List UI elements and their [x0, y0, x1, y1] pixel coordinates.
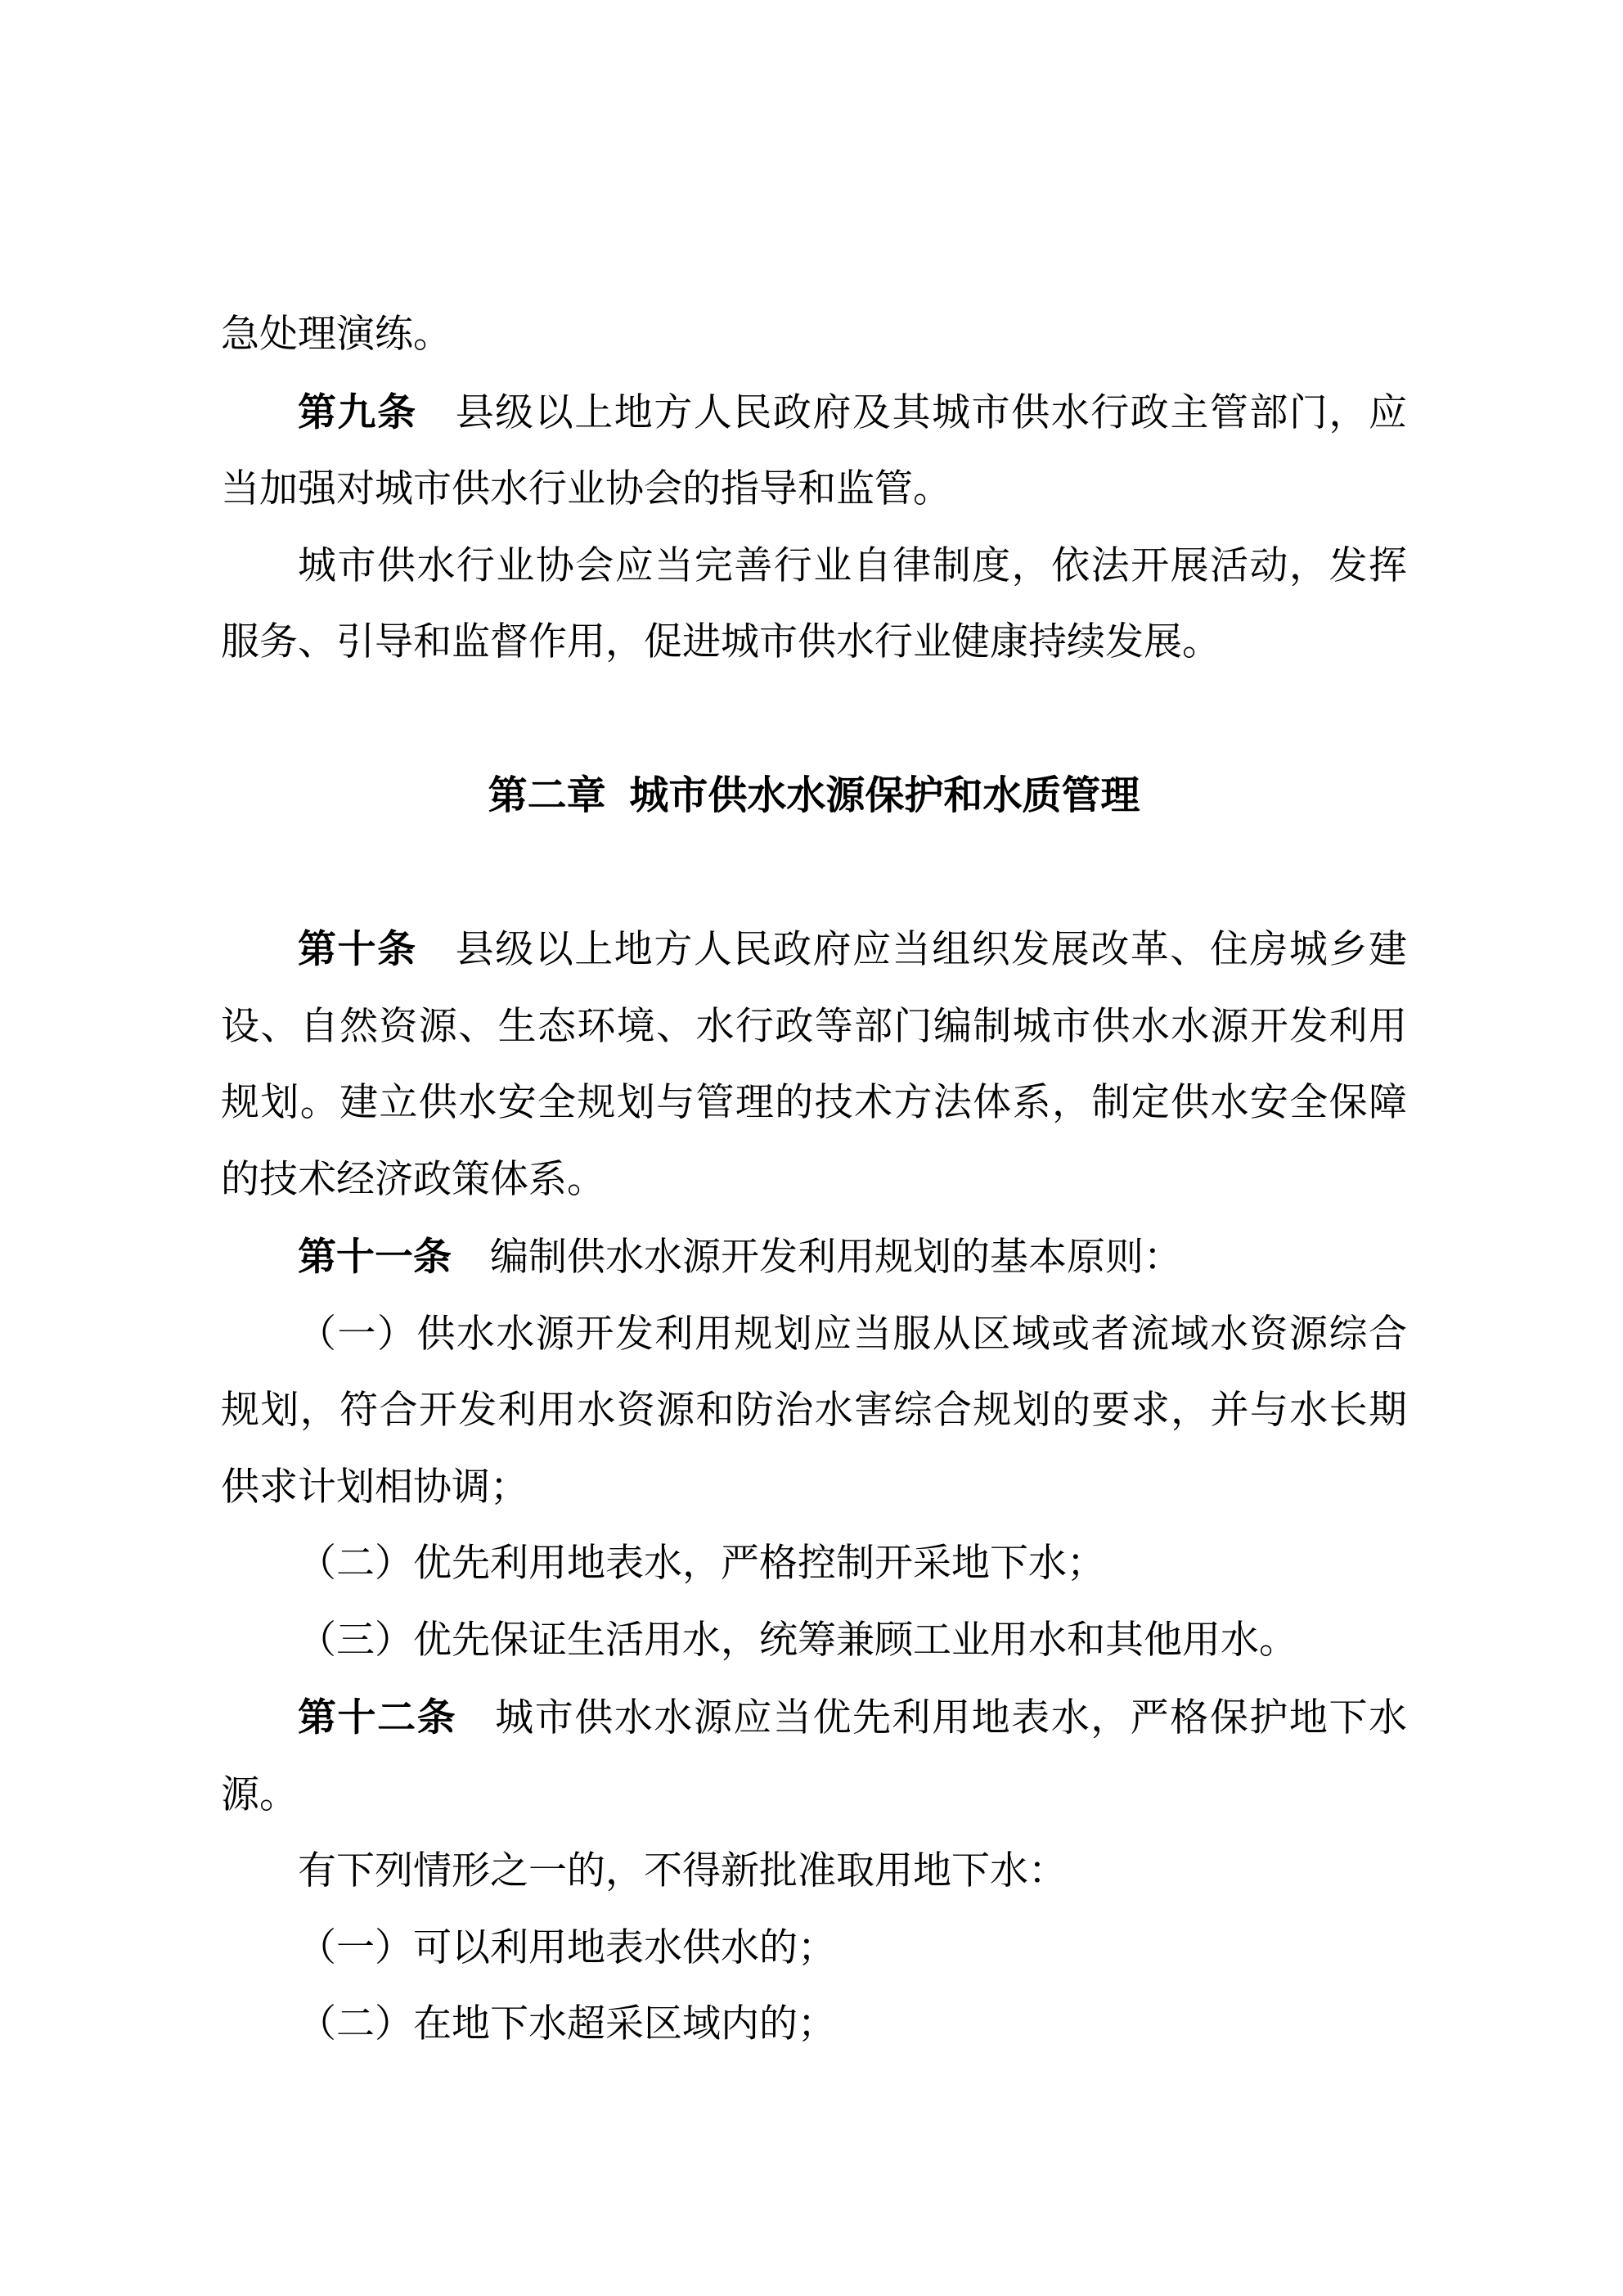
paragraph-text: （二）优先利用地表水，严格控制开采地下水；	[298, 1542, 1105, 1585]
paragraph	[221, 1911, 1407, 1988]
paragraph-text: （三）优先保证生活用水，统筹兼顾工业用水和其他用水。	[298, 1618, 1297, 1662]
paragraph-text: （二）在地下水超采区域内的；	[298, 2003, 836, 2046]
paragraph	[221, 1218, 1407, 1297]
paragraph	[221, 1834, 1407, 1911]
paragraph-text: 县级以上地方人民政府及其城市供水行政主管部门，应当加强对城市供水行业协会的指导和监管。	[221, 391, 1408, 511]
paragraph	[221, 374, 1407, 529]
paragraph-text: 城市供水行业协会应当完善行业自律制度，依法开展活动，发挥服务、引导和监督作用，促进城市供水行业健康持续发展。	[221, 544, 1407, 664]
paragraph	[221, 1526, 1407, 1603]
paragraph-text: （一）可以利用地表水供水的；	[298, 1926, 836, 1970]
article-number: 第九条	[298, 389, 417, 434]
paragraph-text: 城市供水水源应当优先利用地表水，严格保护地下水源。	[221, 1697, 1408, 1817]
continuation-paragraph	[221, 297, 1407, 374]
paragraph-text: 有下列情形之一的，不得新批准取用地下水：	[298, 1850, 1067, 1893]
article-number: 第十二条	[298, 1695, 457, 1739]
document-body	[221, 297, 1407, 2064]
paragraph	[221, 1297, 1407, 1527]
paragraph	[221, 1679, 1407, 1834]
paragraph	[221, 1987, 1407, 2064]
paragraph-text: 编制供水水源开发利用规划的基本原则：	[490, 1236, 1182, 1279]
paragraph	[221, 1603, 1407, 1680]
chapter-number: 第二章	[488, 774, 606, 817]
article-number: 第十一条	[298, 1235, 452, 1278]
paragraph-text: （一）供水水源开发利用规划应当服从区域或者流域水资源综合规划，符合开发利用水资源和防治水害综合规划的要求，并与水长期供求计划相协调；	[221, 1312, 1407, 1509]
paragraph-text: 县级以上地方人民政府应当组织发展改革、住房城乡建设、自然资源、生态环境、水行政等部门编制城市供水水源开发利用规划。建立供水安全规划与管理的技术方法体系，制定供水安全保障的技术经济政策体系。	[221, 929, 1408, 1201]
article-number: 第十条	[298, 927, 417, 970]
chapter-heading	[221, 758, 1407, 835]
paragraph	[221, 529, 1407, 682]
chapter-title: 城市供水水源保护和水质管理	[629, 774, 1140, 817]
paragraph-text: 急处理演练。	[221, 313, 452, 356]
paragraph	[221, 911, 1407, 1218]
